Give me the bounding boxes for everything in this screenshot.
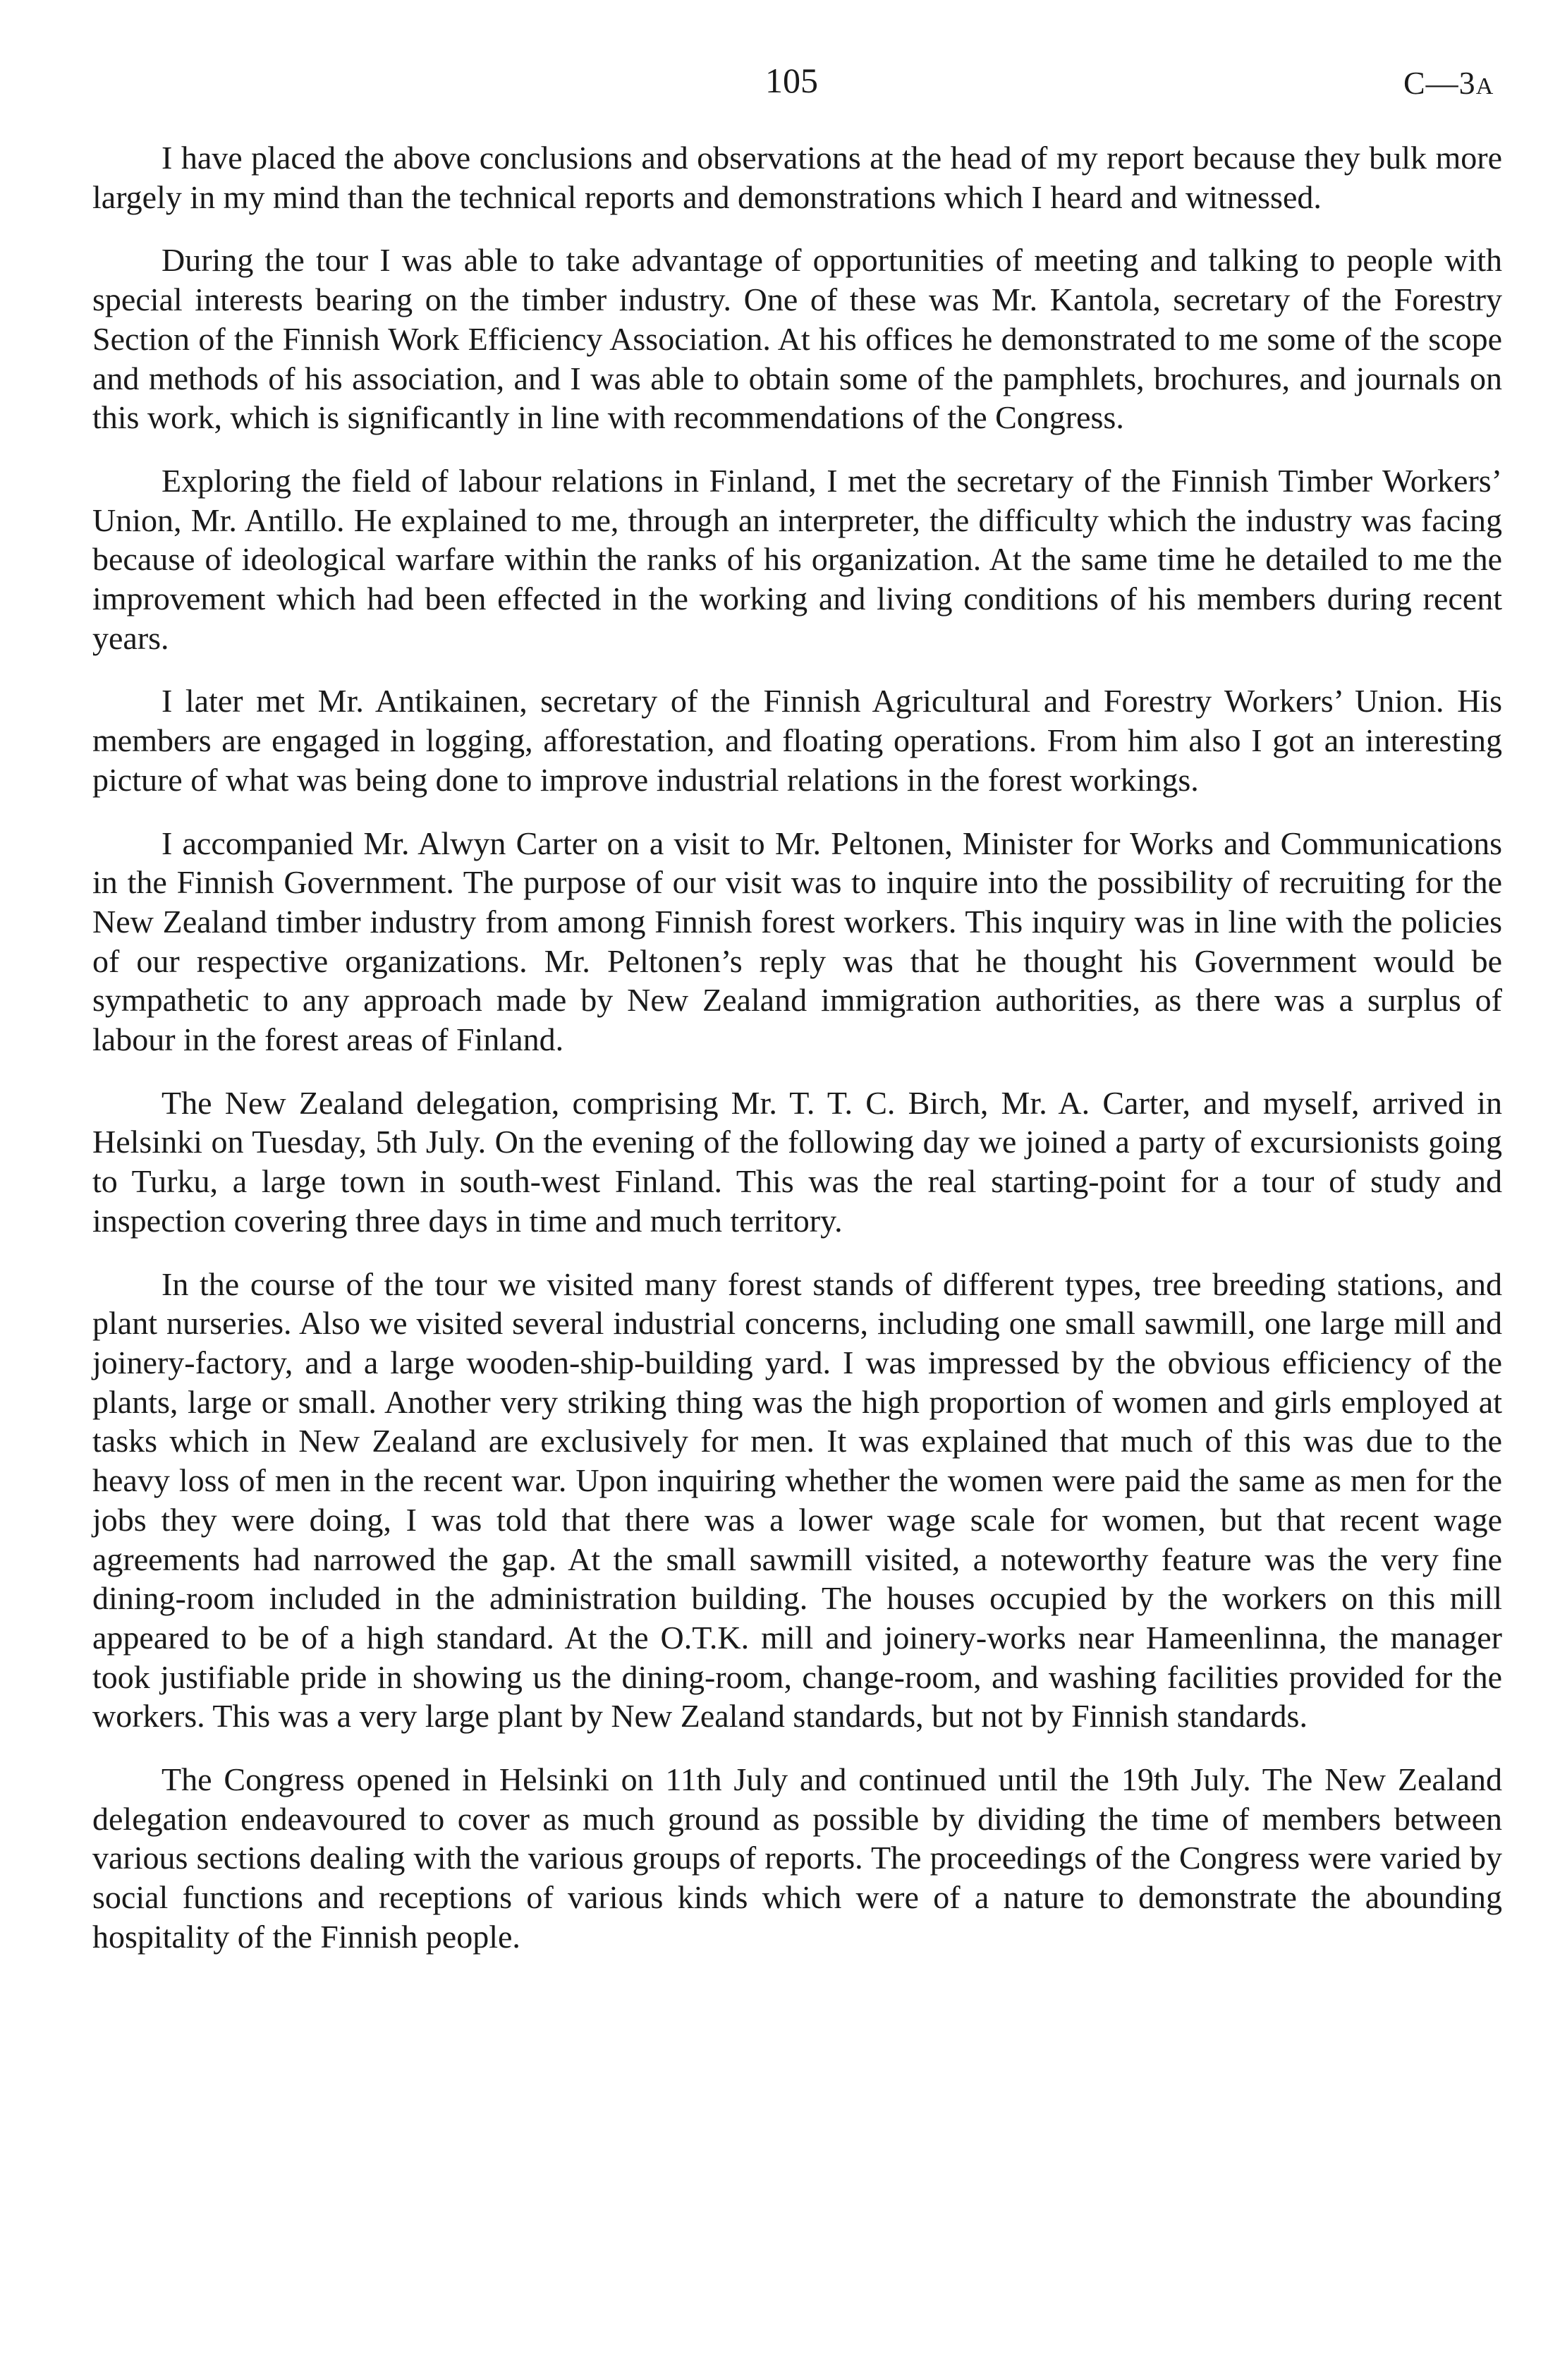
document-code-main: C—3 bbox=[1403, 65, 1476, 101]
paragraph-congress: The Congress opened in Helsinki on 11th July and continued until the 19th July. The New Zealand delegation endeavoured to cover as much ground as possible by dividing the time of members between various sections dealing with the various groups of reports. The proceedings of the Congress were varied by social functions and receptions of various kinds which were of a nature to demonstrate the abounding hospitality of the Finnish people. bbox=[92, 1761, 1502, 1955]
page-header bbox=[0, 59, 1548, 109]
document-code bbox=[1403, 62, 1494, 108]
paragraph-delegation-arrival: The New Zealand delegation, comprising Mr. T. T. C. Birch, Mr. A. Carter, and myself, arrived in Helsinki on Tuesday, 5th July. On the evening of the following day we joined a party of excursionists going to Turku, a large town in south-west Finland. This was the real starting-point for a tour of study and inspection covering three days in time and much territory. bbox=[92, 1084, 1502, 1239]
paragraph-antikainen: I later met Mr. Antikainen, secretary of the Finnish Agricultural and Forestry Workers’ Union. His members are engaged in logging, afforestation, and floating operations. From him also I got an interesting picture of what was being done to improve industrial relations in the forest workings. bbox=[92, 683, 1502, 798]
paragraph-labour-relations: Exploring the field of labour relations in Finland, I met the secretary of the Finnish Timber Workers’ Union, Mr. Antillo. He explained to me, through an interpreter, the difficulty which the industry was facing because of ideological warfare within the ranks of his organization. At the same time he detailed to me the improvement which had been effected in the working and living conditions of his members during recent years. bbox=[92, 462, 1502, 656]
paragraph-tour: In the course of the tour we visited many forest stands of different types, tree breeding stations, and plant nurseries. Also we visited several industrial concerns, including one small sawmill, one large mill and joinery-factory, and a large wooden-ship-building yard. I was impressed by the obvious efficiency of the plants, large or small. Another very striking thing was the high proportion of women and girls employed at tasks which in New Zealand are exclusively for men. It was explained that much of this was due to the heavy loss of men in the recent war. Upon inquiring whether the women were paid the same as men for the jobs they were doing, I was told that there was a lower wage scale for women, but that recent wage agreements had narrowed the gap. At the small sawmill visited, a noteworthy feature was the very fine dining-room included in the administration building. The houses occupied by the workers on this mill appeared to be of a high standard. At the O.T.K. mill and joinery-works near Hameenlinna, the manager took justifiable pride in showing us the dining-room, change-room, and washing facilities provided for the workers. This was a very large plant by New Zealand standards, but not by Finnish standards. bbox=[92, 1265, 1502, 1735]
body-text bbox=[92, 138, 1502, 1981]
paragraph-conclusions: I have placed the above conclusions and observations at the head of my report because they bulk more largely in my mind than the technical reports and demonstrations which I heard and witnessed. bbox=[92, 140, 1502, 215]
page-number: 105 bbox=[765, 61, 818, 100]
document-code-suffix: A bbox=[1475, 73, 1494, 99]
paragraph-peltonen: I accompanied Mr. Alwyn Carter on a visit to Mr. Peltonen, Minister for Works and Communications in the Finnish Government. The purpose of our visit was to inquire into the possibility of recruiting for the New Zealand timber industry from among Finnish forest workers. This inquiry was in line with the policies of our respective organizations. Mr. Peltonen’s reply was that he thought his Government would be sympathetic to any approach made by New Zealand immigration authorities, as there was a surplus of labour in the forest areas of Finland. bbox=[92, 825, 1502, 1058]
paragraph-kantola: During the tour I was able to take advantage of opportunities of meeting and talking to people with special interests bearing on the timber industry. One of these was Mr. Kantola, secretary of the Forestry Section of the Finnish Work Efficiency Association. At his offices he demonstrated to me some of the scope and methods of his association, and I was able to obtain some of the pamphlets, brochures, and journals on this work, which is significantly in line with recommendations of the Congress. bbox=[92, 242, 1502, 436]
